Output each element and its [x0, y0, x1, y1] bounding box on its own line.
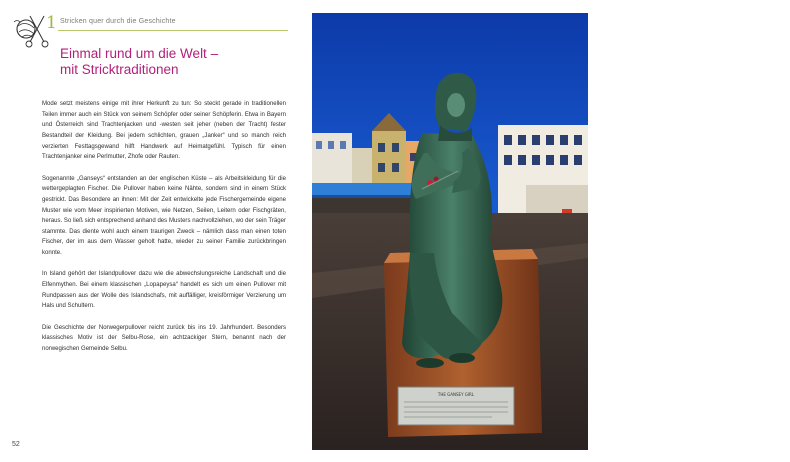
- paragraph: Sogenannte „Ganseys“ entstanden an der englischen Küste – als Arbeitskleidung für die wettergeplagten Fischer. Die Pullover haben keine Nähte, sondern sind in einem Stück gestrickt. Das Besondere an ihnen: Mit der Zeit entwickelte jede Fischergemeinde eigene Muster wie vom Meer inspirierten Motiven, wie Netzen, Seilen, Leitern oder Fischgräten, heraus. So ließ sich entsprechend anhand des Musters nachvollziehen, wo der sein Träger stammte. Das diente wohl auch einem traurigen Zweck – nämlich dass man einen toten Fischer, der im aus dem Wasser geholt hatte, wieder zu seiner Familie zurückbringen konnte.: [42, 175, 286, 257]
- photo-caption: Die Statue des Gansey Girl von Stephen D. Carvill zeigt eine junge Frau, die einen Fischergansey strickt, während sie darauf wartet, dass ihr Liebster vom Meer zurückkehrt.: [630, 31, 790, 52]
- headline-line-2: mit Stricktraditionen: [60, 62, 179, 77]
- paragraph: Mode setzt meistens einige mit ihrer Herkunft zu tun: So steckt gerade in traditionellen Teilen immer auch ein Stück von seinem Schöpfer oder seiner Schöpferin. Etwa in Bayern und Österreich sind Trachtenjacken und -westen seit jeher (neben der Tracht) fester Bestandteil der Kleidung. Bei jedem schlichten, grauen „Janker“ und so manch reich verzierten Festtagsgewand hilft Handwerk auf Heimatgefühl. Typisch für einen Trachtenjanker eine Perlmutter, Zhofe oder Rauten.: [42, 101, 286, 161]
- page-headline: [60, 46, 290, 78]
- page-number: 52: [12, 441, 20, 448]
- body-text: [42, 99, 286, 365]
- plaque-title: THE GANSEY GIRL: [437, 392, 475, 397]
- chapter-number: 1: [46, 13, 57, 33]
- paragraph: In Island gehört der Islandpullover dazu wie die abwechslungsreiche Landschaft und die Elfenmythen. Bei einem klassischen „Lopapeysa“ handelt es sich um einen Pullover mit Rundpassen aus der Wolle des Islandschafs, mit auffälliger, kreisförmiger Verzierung um Hals und Schultern.: [42, 271, 286, 310]
- chapter-title: Stricken quer durch die Geschichte: [60, 18, 176, 25]
- chapter-rule: [58, 30, 288, 31]
- headline-line-1: Einmal rund um die Welt –: [60, 46, 219, 61]
- gansey-girl-photo: [312, 13, 790, 450]
- paragraph: Die Geschichte der Norwegerpullover reicht zurück bis ins 19. Jahrhundert. Besonders klassisches Motiv ist der Selbu-Rose, ein achtzackiger Stern, benannt nach der norwegischen Gemeinde Selbu.: [42, 324, 286, 352]
- left-page: [0, 0, 300, 462]
